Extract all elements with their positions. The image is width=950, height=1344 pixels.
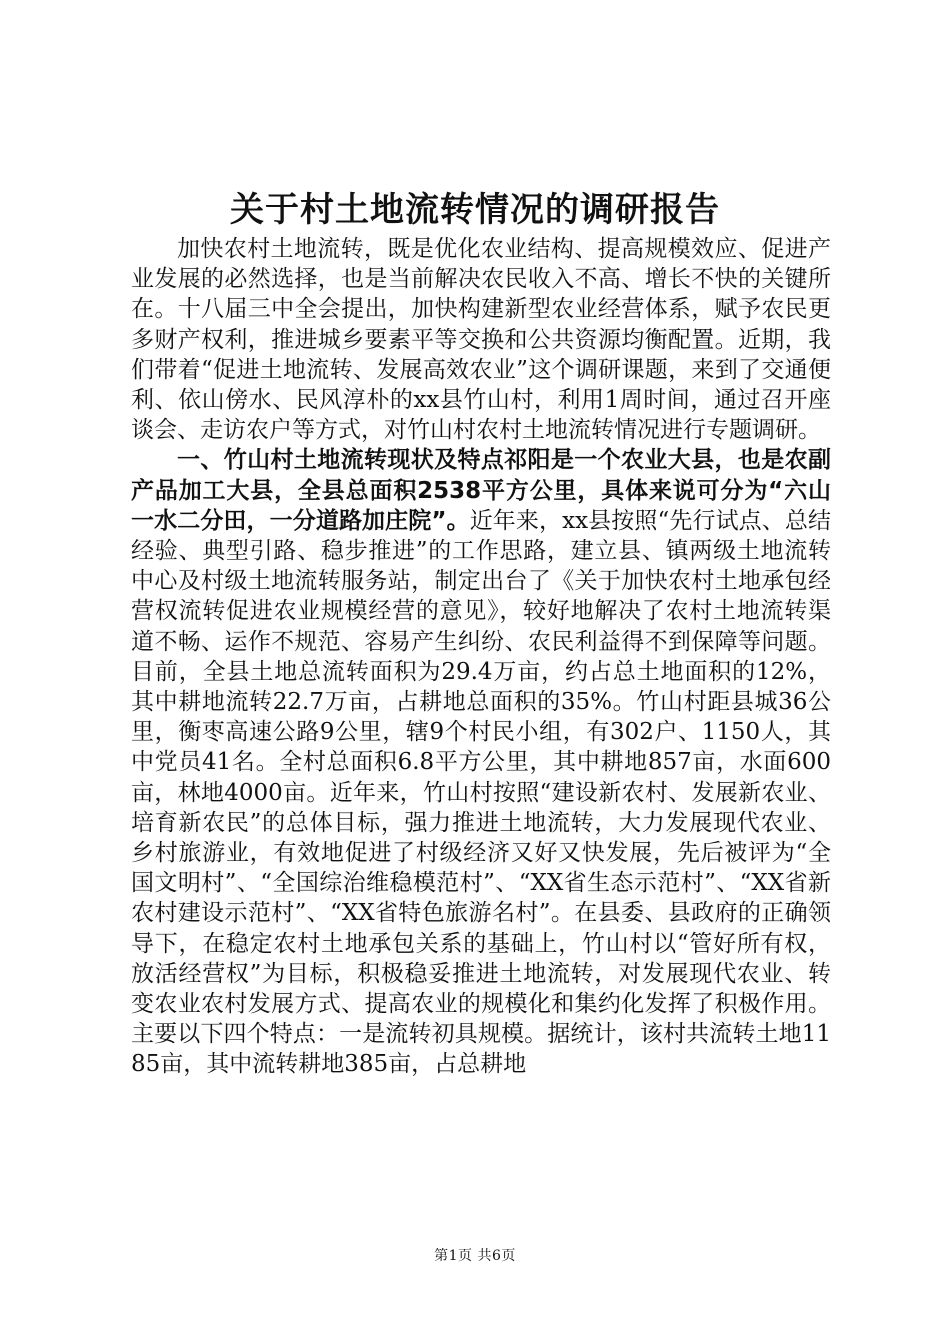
paragraph-intro-text: 加快农村土地流转，既是优化农业结构、提高规模效应、促进产业发展的必然选择，也是当前解决农民收入不高、增长不快的关键所在。十八届三中全会提出，加快构建新型农业经营体系，赋予农民更多财产权利，推进城乡要素平等交换和公共资源均衡配置。近期，我们带着“促进土地流转、发展高效农业”这个调研课题，来到了交通便利、依山傍水、民风淳朴的xx县竹山村，利用1周时间，通过召开座谈会、走访农户等方式，对竹山村农村土地流转情况进行专题调研。 [131,236,831,444]
section-one-heading: 一、竹山村土地流转现状及特点祁阳是一个农业大县，也是农副产品加工大县，全县总面积2538平方公里，具体来说可分为“六山一水二分田，一分道路加庄院”。 [131,447,831,534]
document-body [131,234,831,1080]
document-title: 关于村土地流转情况的调研报告 [230,190,720,230]
paragraph-section-one [131,445,831,1079]
page-footer: 第1页 共6页 [434,1248,516,1264]
paragraph-intro [131,234,831,445]
section-one-text: 近年来，xx县按照“先行试点、总结经验、典型引路、稳步推进”的工作思路，建立县、镇两级土地流转中心及村级土地流转服务站，制定出台了《关于加快农村土地承包经营权流转促进农业规模经营的意见》，较好地解决了农村土地流转渠道不畅、运作不规范、容易产生纠纷、农民利益得不到保障等问题。目前，全县土地总流转面积为29.4万亩，约占总土地面积的12%，其中耕地流转22.7万亩，占耕地总面积的35%。竹山村距县城36公里，衡枣高速公路9公里，辖9个村民小组，有302户、1150人，其中党员41名。全村总面积6.8平方公里，其中耕地857亩，水面600亩，林地4000亩。近年来，竹山村按照“建设新农村、发展新农业、培育新农民”的总体目标，强力推进土地流转，大力发展现代农业、乡村旅游业，有效地促进了村级经济又好又快发展，先后被评为“全国文明村”、“全国综治维稳模范村”、“XX省生态示范村”、“XX省新农村建设示范村”、“XX省特色旅游名村”。在县委、县政府的正确领导下，在稳定农村土地承包关系的基础上，竹山村以“管好所有权，放活经营权”为目标，积极稳妥推进土地流转，对发展现代农业、转变农业农村发展方式、提高农业的规模化和集约化发挥了积极作用。主要以下四个特点：一是流转初具规模。据统计，该村共流转土地1185亩，其中流转耕地385亩，占总耕地 [131,507,831,1078]
